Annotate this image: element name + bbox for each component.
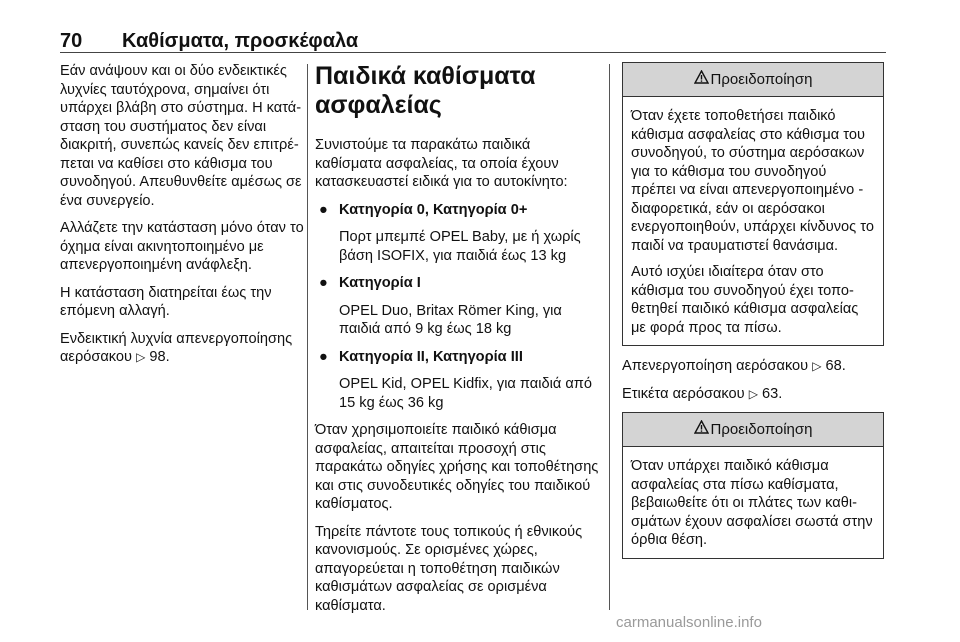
header-divider — [60, 52, 886, 53]
list-item-heading: Κατηγορία II, Κατηγορία III — [339, 348, 523, 365]
warning-body — [623, 97, 883, 345]
column-middle — [315, 62, 601, 624]
cross-reference — [622, 385, 884, 404]
reference-arrow-icon: ▷ — [812, 359, 822, 373]
paragraph: Εάν ανάψουν και οι δύο ενδεικτικές λυχνίες ταυτόχρονα, σημαίνει ότι υπάρχει βλάβη στο σύστημα. Η κατάσταση του συστήματος δεν είναι διακριτή, συνεπώς κανείς δεν επιτρέπεται να καθίσει στο κάθισμα του συνοδηγού. Απευθυνθείτε αμέσως σε ένα συνεργείο. — [60, 63, 302, 209]
column-divider-left — [307, 64, 308, 610]
paragraph: Αλλάζετε την κατάσταση μόνο όταν το όχημα είναι ακινητοποιημένο με απενεργοποιημένη ανάφλεξη. — [60, 220, 304, 273]
warning-header — [623, 413, 883, 447]
paragraph: Τηρείτε πάντοτε τους τοπικούς ή εθνικούς κανονισμούς. Σε ορισμένες χώρες, απαγορεύεται η τοποθέτηση παιδικών καθισμάτων ασφαλείας σε ορισμένα καθίσματα. — [315, 523, 583, 614]
column-divider-right — [609, 64, 610, 610]
list-item-heading: Κατηγορία I — [339, 275, 421, 291]
reference-arrow-icon: ▷ — [136, 350, 146, 364]
warning-body — [623, 447, 883, 558]
paragraph: Η κατάσταση διατηρείται έως την επόμενη αλλαγή. — [60, 284, 272, 319]
bullet-dot: ● — [319, 348, 328, 365]
reference-page-link[interactable]: 63. — [761, 385, 783, 402]
warning-title: Προειδοποίηση — [710, 71, 813, 88]
page-title: Καθίσματα, προσκέφαλα — [122, 30, 359, 52]
page-number: 70 — [60, 30, 83, 52]
list-item-body: OPEL Duo, Britax Römer King, για παιδιά από 9 kg έως 18 kg — [339, 302, 562, 337]
column-right — [622, 62, 884, 570]
section-title: Παιδικά καθίσματα ασφαλείας — [315, 62, 536, 119]
column-left — [60, 62, 306, 376]
paragraph: Όταν χρησιμοποιείτε παιδικό κάθισμα ασφαλείας, απαιτείται προσοχή στις παρακάτω οδηγίες χρήσης και τοποθέτησης και στις συνοδευτικές οδηγίες του παιδικού καθίσματος. — [315, 422, 599, 512]
warning-paragraph: Όταν υπάρχει παιδικό κάθισμα ασφαλείας στα πίσω καθίσματα, βεβαιωθείτε ότι οι πλάτες των καθισμάτων έχουν ασφαλίσει σωστά στην όρθια θέση. — [631, 458, 873, 548]
warning-box — [622, 62, 884, 346]
list-item — [315, 348, 601, 413]
warning-box — [622, 412, 884, 559]
list-item — [315, 274, 601, 339]
warning-triangle-icon — [694, 420, 709, 440]
watermark: carmanualsonline.info — [616, 614, 762, 631]
warning-triangle-icon — [694, 70, 709, 90]
reference-page-link[interactable]: 68. — [825, 358, 846, 374]
paragraph-with-reference — [60, 330, 306, 367]
list-item-heading: Κατηγορία 0, Κατηγορία 0+ — [339, 201, 528, 218]
reference-text: Ετικέτα αερόσακου — [622, 385, 745, 402]
warning-title: Προειδοποίηση — [710, 421, 813, 438]
warning-header — [623, 63, 883, 97]
list-item-body: Πορτ μπεμπέ OPEL Baby, με ή χωρίς βάση ISOFIX, για παιδιά έως 13 kg — [339, 229, 581, 264]
intro-paragraph: Συνιστούμε τα παρακάτω παιδικά καθίσματα ασφαλείας, τα οποία έχουν κατασκευαστεί ειδικά για το αυτοκίνητο: — [315, 137, 568, 190]
reference-text: Απενεργοποίηση αερόσακου — [622, 358, 809, 374]
warning-paragraph: Όταν έχετε τοποθετήσει παιδικό κάθισμα ασφαλείας στο κάθισμα του συνοδηγού, το σύστημα αερόσακων για το κάθισμα του συνοδηγού πρέπει να είναι απενεργοποιημένο - διαφορετικά, εάν οι αερόσακοι ενεργοποιηθούν, υπάρχει κίνδυνος το παιδί να τραυματιστεί θανάσιμα. — [631, 108, 874, 254]
bullet-dot: ● — [319, 275, 328, 291]
list-item — [315, 201, 601, 266]
list-item-body: OPEL Kid, OPEL Kidfix, για παιδιά από 15 kg έως 36 kg — [339, 376, 592, 411]
warning-paragraph: Αυτό ισχύει ιδιαίτερα όταν στο κάθισμα του συνοδηγού έχει τοποθετηθεί παιδικό κάθισμα ασφαλείας με φορά προς τα πίσω. — [631, 264, 859, 336]
bullet-dot: ● — [319, 201, 328, 218]
reference-page-link[interactable]: 98. — [149, 349, 170, 365]
cross-reference — [622, 357, 884, 376]
reference-text: Ενδεικτική λυχνία απενεργοποίησης αερόσακου — [60, 330, 293, 365]
reference-arrow-icon: ▷ — [748, 386, 758, 401]
